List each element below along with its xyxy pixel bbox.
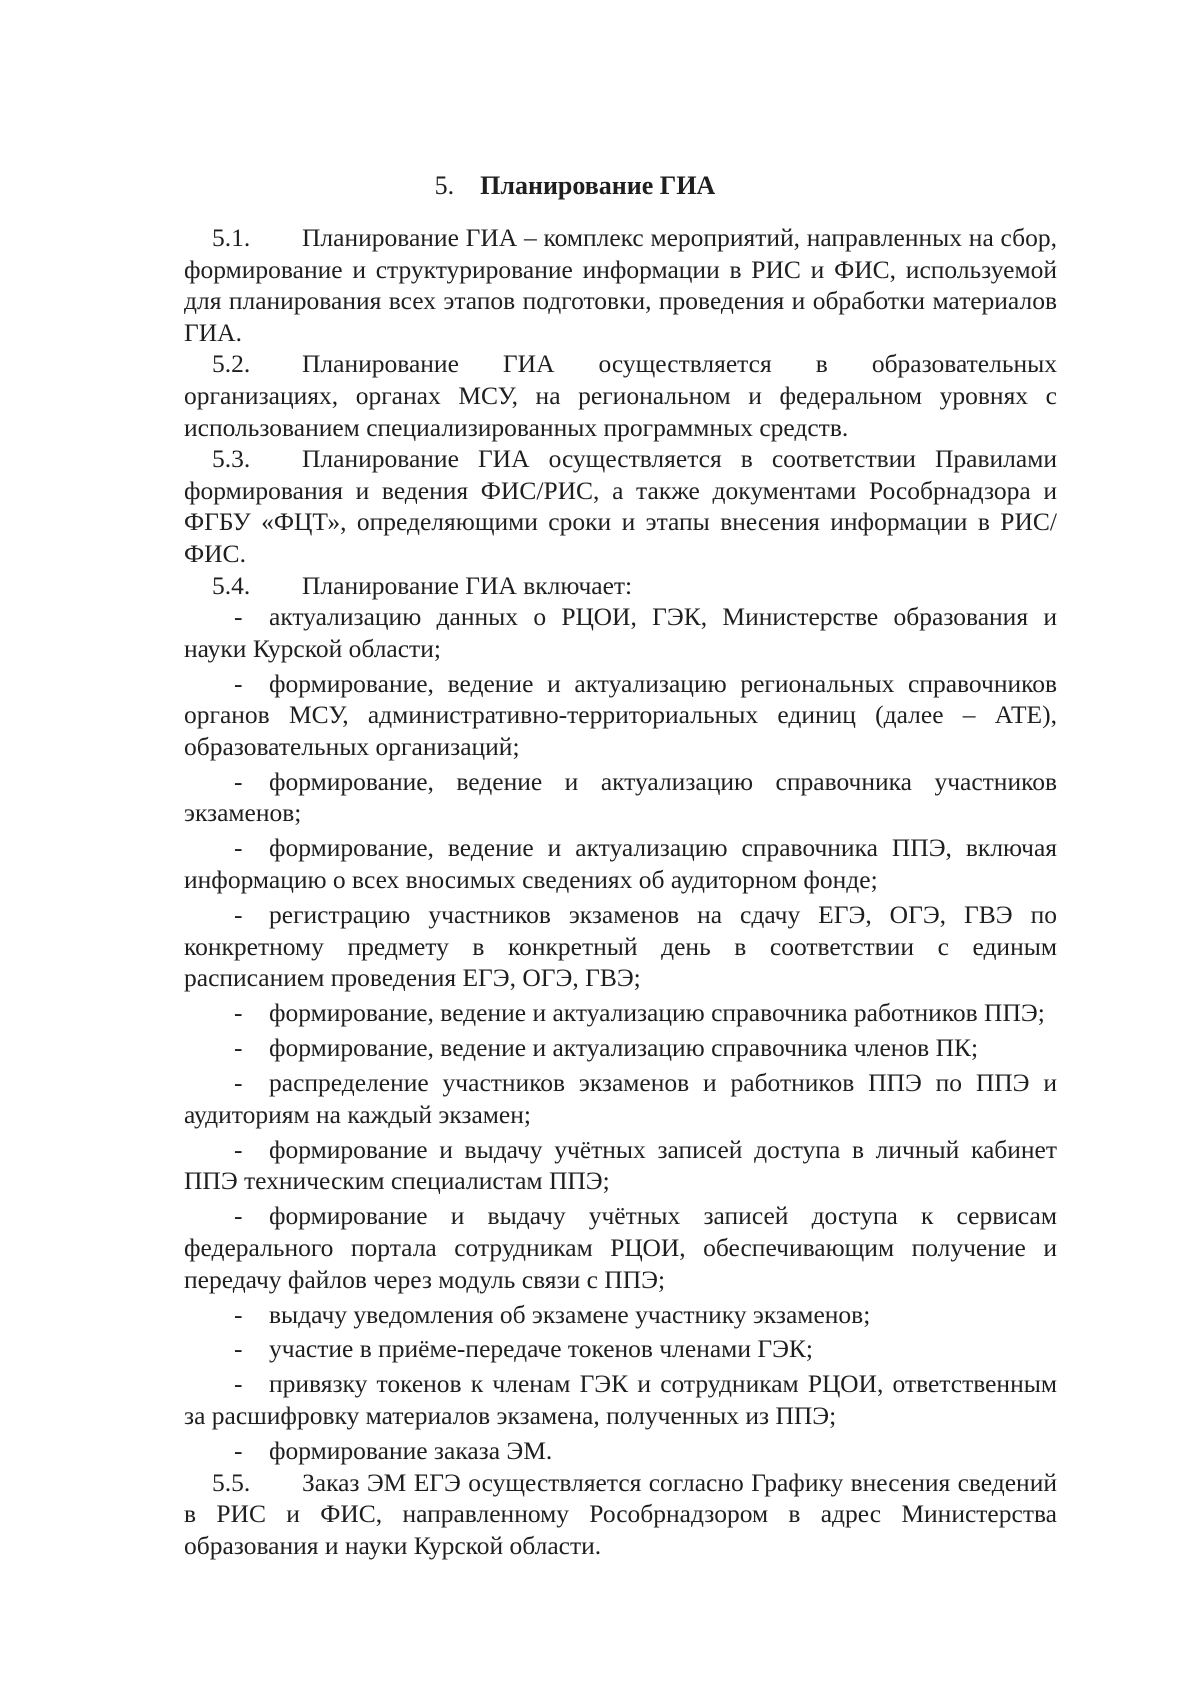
list-item xyxy=(184,766,1057,829)
section-heading xyxy=(0,168,1150,204)
list-dash: - xyxy=(234,1033,243,1063)
list-item-text: распределение участников экзаменов и работников ППЭ по ППЭ и аудиториям на каждый экзамен; xyxy=(184,1068,1057,1129)
list-dash: - xyxy=(234,1436,243,1466)
list-item xyxy=(184,1032,1057,1064)
planning-items-list xyxy=(184,601,1057,1467)
list-dash: - xyxy=(234,1299,243,1329)
paragraph-number: 5.5. xyxy=(212,1467,251,1497)
paragraph-5-4 xyxy=(184,570,1057,602)
paragraph-text: Планирование ГИА осуществляется в образовательных организациях, органах МСУ, на региональном и федеральном уровнях с использованием специализированных программных средств. xyxy=(184,349,1057,442)
paragraph-5-2 xyxy=(184,348,1057,443)
list-item-text: формирование и выдачу учётных записей доступа к сервисам федерального портала сотрудникам РЦОИ, обеспечивающим получение и передачу файлов через модуль связи с ППЭ; xyxy=(184,1201,1057,1294)
list-dash: - xyxy=(234,668,243,698)
list-dash: - xyxy=(234,602,243,632)
list-item xyxy=(184,1067,1057,1130)
list-item xyxy=(184,832,1057,895)
section-number: 5. xyxy=(434,171,455,200)
paragraph-5-1 xyxy=(184,222,1057,348)
list-item xyxy=(184,1134,1057,1197)
paragraph-number: 5.4. xyxy=(212,570,251,600)
list-item xyxy=(184,1333,1057,1365)
list-item xyxy=(184,1368,1057,1431)
paragraph-text: Планирование ГИА – комплекс мероприятий, направленных на сбор, формирование и структурирование информации в РИС и ФИС, используемой для планирования всех этапов подготовки, проведения и обработки материалов ГИА. xyxy=(184,223,1057,347)
list-dash: - xyxy=(234,1334,243,1364)
list-dash: - xyxy=(234,1134,243,1164)
list-item xyxy=(184,1435,1057,1467)
list-dash: - xyxy=(234,900,243,930)
paragraph-text: Планирование ГИА включает: xyxy=(302,570,633,600)
paragraph-number: 5.3. xyxy=(212,444,251,474)
paragraph-number: 5.2. xyxy=(212,349,251,379)
list-item xyxy=(184,601,1057,664)
list-item-text: участие в приёме-передаче токенов членами ГЭК; xyxy=(269,1334,814,1364)
section-title: Планирование ГИА xyxy=(480,171,716,200)
list-item-text: выдачу уведомления об экзамене участнику экзаменов; xyxy=(269,1299,871,1329)
list-item-text: формирование заказа ЭМ. xyxy=(269,1436,553,1466)
list-item-text: формирование, ведение и актуализацию справочника участников экзаменов; xyxy=(184,766,1057,828)
list-dash: - xyxy=(234,766,243,796)
list-item-text: формирование и выдачу учётных записей доступа в личный кабинет ППЭ техническим специалистам ППЭ; xyxy=(184,1134,1057,1196)
list-item-text: формирование, ведение и актуализацию справочника ППЭ, включая информацию о всех вносимых сведениях об аудиторном фонде; xyxy=(184,833,1057,895)
list-item xyxy=(184,899,1057,994)
paragraph-5-3 xyxy=(184,443,1057,569)
paragraph-text: Заказ ЭМ ЕГЭ осуществляется согласно Графику внесения сведений в РИС и ФИС, направленному Рособрнадзором в адрес Министерства образования и науки Курской области. xyxy=(184,1467,1057,1560)
paragraph-number: 5.1. xyxy=(212,223,251,252)
list-item-text: формирование, ведение и актуализацию справочника работников ППЭ; xyxy=(269,998,1045,1028)
list-dash: - xyxy=(234,1369,243,1399)
paragraph-5-5 xyxy=(184,1467,1057,1562)
list-dash: - xyxy=(234,833,243,863)
list-item xyxy=(184,1200,1057,1295)
list-item xyxy=(184,668,1057,763)
section-body xyxy=(184,222,1057,1561)
list-item xyxy=(184,1299,1057,1331)
list-item-text: регистрацию участников экзаменов на сдачу ЕГЭ, ОГЭ, ГВЭ по конкретному предмету в конкретный день в соответствии с единым расписанием проведения ЕГЭ, ОГЭ, ГВЭ; xyxy=(184,900,1057,993)
list-item-text: актуализацию данных о РЦОИ, ГЭК, Министерстве образования и науки Курской области; xyxy=(184,602,1057,663)
list-dash: - xyxy=(234,998,243,1028)
list-item-text: формирование, ведение и актуализацию справочника членов ПК; xyxy=(269,1033,979,1063)
list-item-text: привязку токенов к членам ГЭК и сотрудникам РЦОИ, ответственным за расшифровку материалов экзамена, полученных из ППЭ; xyxy=(184,1369,1057,1431)
list-item xyxy=(184,997,1057,1029)
list-dash: - xyxy=(234,1068,243,1098)
list-dash: - xyxy=(234,1201,243,1231)
paragraph-text: Планирование ГИА осуществляется в соответствии Правилами формирования и ведения ФИС/РИС, а также документами Рособрнадзора и ФГБУ «ФЦТ», определяющими сроки и этапы внесения информации в РИС/ФИС. xyxy=(184,444,1057,568)
list-item-text: формирование, ведение и актуализацию региональных справочников органов МСУ, административно-территориальных единиц (далее – АТЕ), образовательных организаций; xyxy=(184,668,1057,761)
